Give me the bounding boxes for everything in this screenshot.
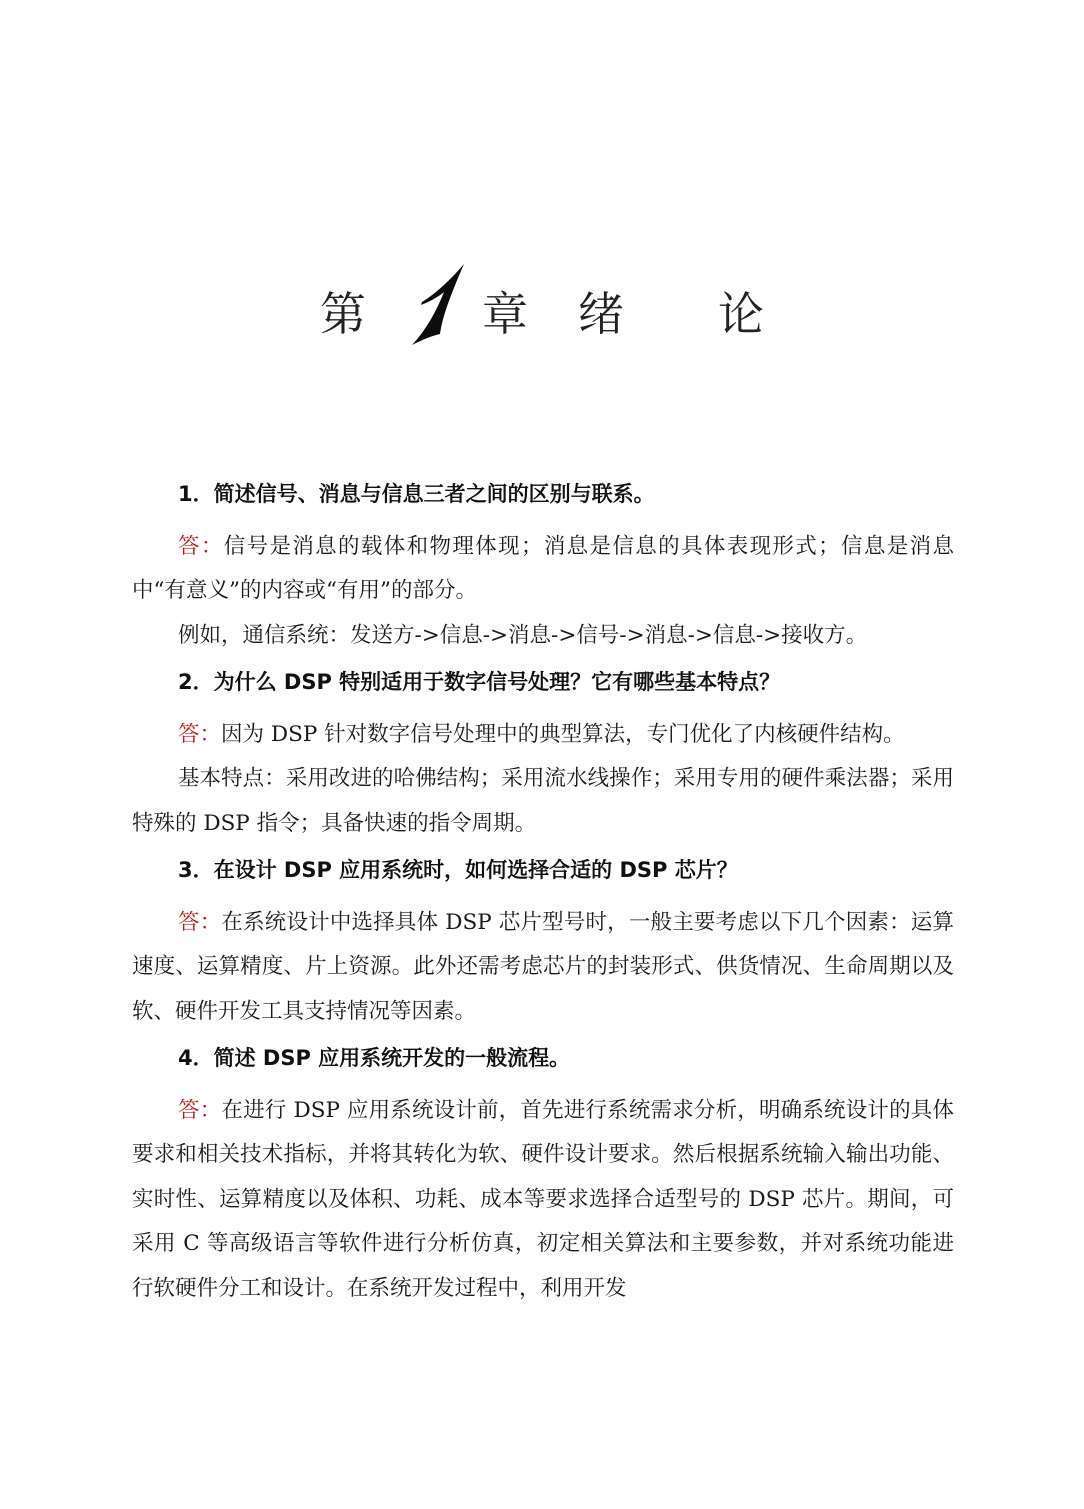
answer-text: 因为 DSP 针对数字信号处理中的典型算法，专门优化了内核硬件结构。 xyxy=(221,721,905,747)
answer-1 xyxy=(132,525,954,614)
question-1: 1．简述信号、消息与信息三者之间的区别与联系。 xyxy=(178,482,655,506)
answer-label: 答： xyxy=(178,721,222,747)
answer-text: 信号是消息的载体和物理体现；消息是信息的具体表现形式；信息是消息中“有意义”的内容或“有用”的部分。 xyxy=(132,533,954,603)
answer-label: 答： xyxy=(178,1097,222,1123)
chapter-name-char-2: 论 xyxy=(718,287,764,341)
answer-label: 答： xyxy=(178,533,224,559)
answer-text: 在进行 DSP 应用系统设计前，首先进行系统需求分析，明确系统设计的具体要求和相关技术指标，并将其转化为软、硬件设计要求。然后根据系统输入输出功能、实时性、运算精度以及体积、功耗、成本等要求选择合适型号的 DSP 芯片。期间，可采用 C 等高级语言等软件进行分析仿真，初定相关算法和主要参数，并对系统功能进行软硬件分工和设计。在系统开发过程中，利用开发 xyxy=(132,1097,954,1301)
answer-3 xyxy=(132,901,954,1035)
question-4: 4．简述 DSP 应用系统开发的一般流程。 xyxy=(178,1046,571,1070)
answer-4 xyxy=(132,1089,954,1312)
answer-label: 答： xyxy=(178,909,222,935)
answer-2 xyxy=(132,713,954,758)
chapter-name-char-1: 绪 xyxy=(578,287,624,341)
answer-2-features: 基本特点：采用改进的哈佛结构；采用流水线操作；采用专用的硬件乘法器；采用特殊的 DSP 指令；具备快速的指令周期。 xyxy=(132,766,954,836)
chapter-number-graphic xyxy=(398,262,478,352)
question-3: 3．在设计 DSP 应用系统时，如何选择合适的 DSP 芯片？ xyxy=(178,858,738,882)
answer-text: 在系统设计中选择具体 DSP 芯片型号时，一般主要考虑以下几个因素：运算速度、运算精度、片上资源。此外还需考虑芯片的封装形式、供货情况、生命周期以及软、硬件开发工具支持情况等因素。 xyxy=(132,909,954,1024)
qa-content xyxy=(132,470,954,1311)
question-2: 2．为什么 DSP 特别适用于数字信号处理？它有哪些基本特点？ xyxy=(178,670,781,694)
chapter-suffix: 章 xyxy=(482,287,528,341)
answer-1-example: 例如，通信系统：发送方->信息->消息->信号->消息->信息->接收方。 xyxy=(178,622,868,648)
chapter-title xyxy=(0,262,1084,352)
chapter-prefix: 第 xyxy=(320,287,366,341)
